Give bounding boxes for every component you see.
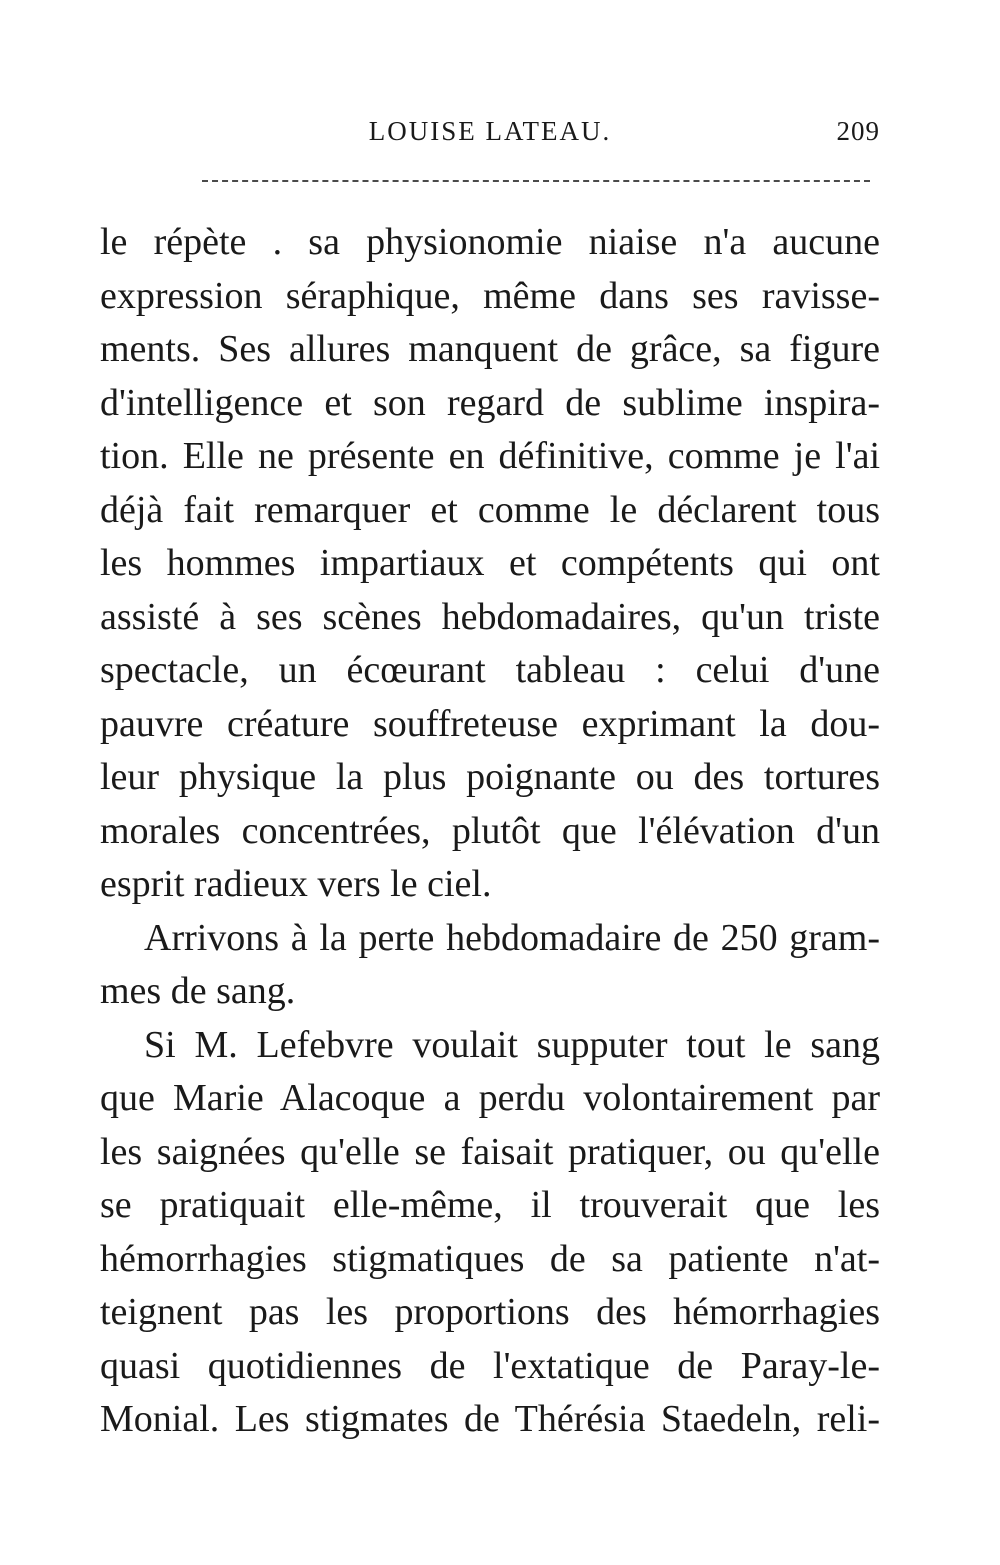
text-line: tion. Elle ne présente en définitive, comme je l'ai (100, 435, 880, 477)
text-line: pauvre créature souffreteuse exprimant la dou- (100, 702, 880, 745)
running-head (100, 112, 880, 152)
body-text (100, 216, 880, 1447)
text-line: les hommes impartiaux et compétents qui ont (100, 542, 880, 584)
text-line: se pratiquait elle-même, il trouverait que les (100, 1184, 880, 1226)
text-line: spectacle, un écœurant tableau : celui d'une (100, 649, 880, 691)
running-title: LOUISE LATEAU. (368, 116, 612, 146)
page-number: 209 (836, 116, 880, 146)
text-line: Arrivons à la perte hebdomadaire de 250 gram- (144, 916, 880, 959)
text-line: esprit radieux vers le ciel. (100, 863, 492, 905)
text-line: Monial. Les stigmates de Thérésia Staedeln, reli- (100, 1398, 880, 1440)
text-line: d'intelligence et son regard de sublime inspira- (100, 381, 880, 424)
text-line: Si M. Lefebvre voulait supputer tout le sang (144, 1023, 880, 1066)
header-rule (202, 180, 870, 182)
text-line: ments. Ses allures manquent de grâce, sa figure (100, 328, 880, 370)
text-line: leur physique la plus poignante ou des tortures (100, 756, 880, 798)
text-line: expression séraphique, même dans ses ravisse- (100, 274, 880, 317)
text-line: teignent pas les proportions des hémorrhagies (100, 1291, 880, 1333)
text-line: que Marie Alacoque a perdu volontairement par (100, 1077, 880, 1119)
text-line: assisté à ses scènes hebdomadaires, qu'un triste (100, 595, 880, 638)
text-line: mes de sang. (100, 970, 296, 1012)
text-line: hémorrhagies stigmatiques de sa patiente n'at- (100, 1237, 880, 1280)
text-line: quasi quotidiennes de l'extatique de Paray-le- (100, 1344, 880, 1387)
text-line: le répète . sa physionomie niaise n'a aucune (100, 221, 880, 263)
text-line: les saignées qu'elle se faisait pratiquer, ou qu'elle (100, 1130, 880, 1173)
text-line: déjà fait remarquer et comme le déclarent tous (100, 488, 880, 531)
text-line: morales concentrées, plutôt que l'élévation d'un (100, 809, 880, 852)
